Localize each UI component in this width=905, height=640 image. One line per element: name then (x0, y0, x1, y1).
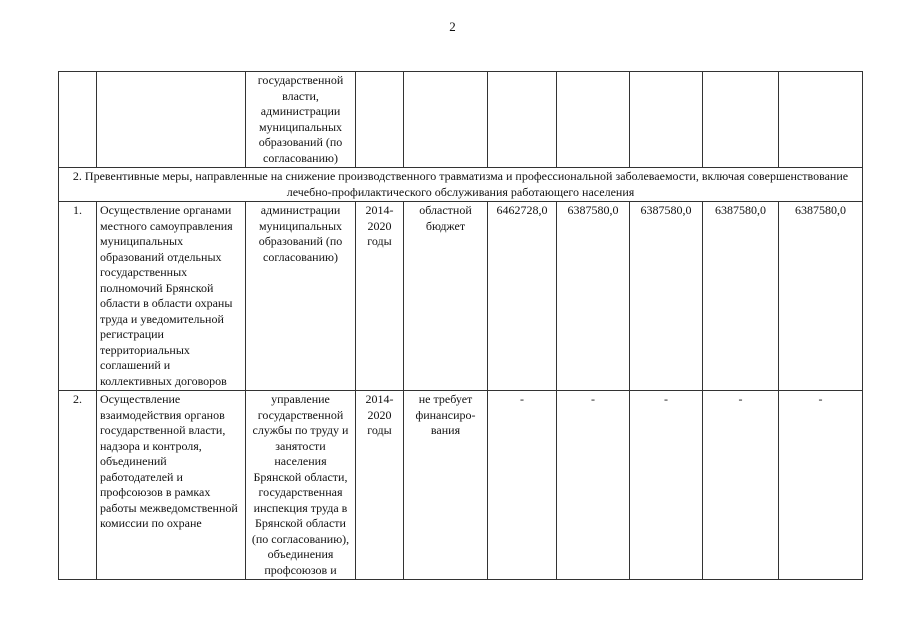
cell-value (488, 72, 557, 168)
cell-value (557, 72, 630, 168)
cell-value (779, 72, 863, 168)
row-value: - (779, 391, 863, 580)
section-heading: 2. Превентивные меры, направленные на снижение производственного травматизма и профессиональной заболеваемости, включая совершенствование лечебно-профилактического обслуживания работающего населения (59, 168, 863, 202)
row-term: 2014-2020 годы (356, 202, 404, 391)
section-heading-row (59, 168, 863, 202)
table-row (59, 391, 863, 580)
program-table (58, 71, 863, 580)
cell-term (356, 72, 404, 168)
row-source: не требует финансиро-вания (404, 391, 488, 580)
cell-value (630, 72, 703, 168)
row-value: 6462728,0 (488, 202, 557, 391)
row-responsible: управление государственной службы по труду и занятости населения Брянской области, государственная инспекция труда в Брянской области (по согласованию), объединения профсоюзов и (246, 391, 356, 580)
row-value: - (488, 391, 557, 580)
cell-value (703, 72, 779, 168)
row-term: 2014-2020 годы (356, 391, 404, 580)
cell-source (404, 72, 488, 168)
row-value: - (630, 391, 703, 580)
row-value: 6387580,0 (703, 202, 779, 391)
row-value: - (703, 391, 779, 580)
row-activity: Осуществление органами местного самоуправления муниципальных образований отдельных государственных полномочий Брянской области в области охраны труда и уведомительной регистрации территориальных соглашений и коллективных договоров (97, 202, 246, 391)
cell-responsible: государственной власти, администрации муниципальных образований (по согласованию) (246, 72, 356, 168)
table-row (59, 202, 863, 391)
cell-number (59, 72, 97, 168)
carry-over-row (59, 72, 863, 168)
row-number: 2. (59, 391, 97, 580)
row-source: областной бюджет (404, 202, 488, 391)
cell-activity (97, 72, 246, 168)
row-value: 6387580,0 (557, 202, 630, 391)
row-value: 6387580,0 (630, 202, 703, 391)
row-value: 6387580,0 (779, 202, 863, 391)
row-activity: Осуществление взаимодействия органов государственной власти, надзора и контроля, объединений работодателей и профсоюзов в рамках работы межведомственной комиссии по охране (97, 391, 246, 580)
row-number: 1. (59, 202, 97, 391)
row-value: - (557, 391, 630, 580)
page-number: 2 (449, 19, 456, 34)
row-responsible: администрации муниципальных образований (по согласованию) (246, 202, 356, 391)
